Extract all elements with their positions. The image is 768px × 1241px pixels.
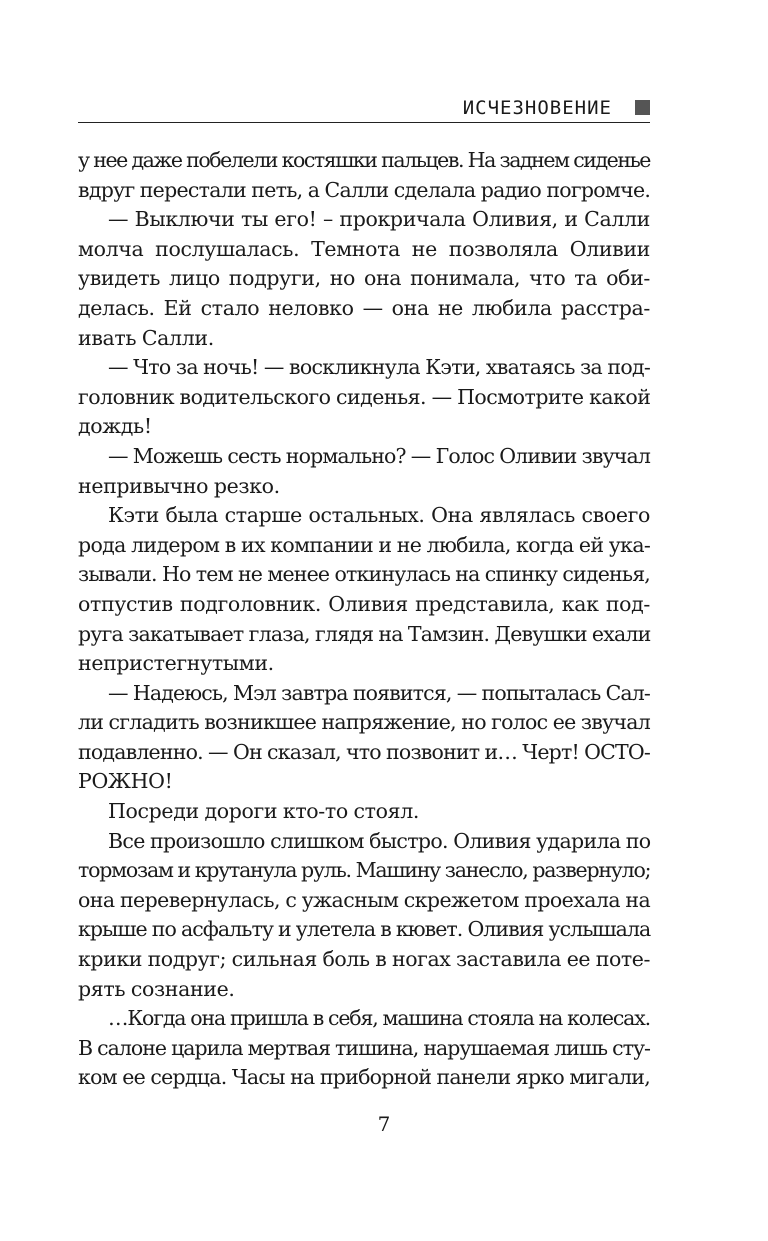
- text-line: отпустив подголовник. Оливия представила, как под-: [78, 591, 650, 616]
- text-line: РОЖНО!: [78, 769, 173, 794]
- text-line: …Когда она пришла в себя, машина стояла на колесах.: [108, 1006, 650, 1031]
- text-line: тормозам и крутанула руль. Машину занесло, развернуло;: [78, 858, 651, 883]
- text-line: крики подруг; сильная боль в ногах заставила ее поте-: [78, 947, 650, 972]
- text-line: Посреди дороги кто-то стоял.: [108, 799, 420, 824]
- text-line: ивать Салли.: [78, 325, 214, 350]
- text-line: руга закатывает глаза, глядя на Тамзин. Девушки ехали: [78, 621, 651, 646]
- text-line: ком ее сердца. Часы на приборной панели ярко мигали,: [78, 1065, 650, 1090]
- text-line: — Можешь сесть нормально? — Голос Оливии звучал: [108, 443, 650, 468]
- page-number: 7: [377, 1112, 391, 1136]
- text-line: ли сгладить возникшее напряжение, но голос ее звучал: [78, 710, 650, 735]
- text-line: дождь!: [78, 414, 152, 439]
- body-text: [78, 146, 650, 1093]
- text-line: головник водительского сиденья. — Посмотрите какой: [78, 384, 651, 409]
- text-line: молча послушалась. Темнота не позволяла Оливии: [78, 236, 650, 261]
- text-line: подавленно. — Он сказал, что позвонит и… Черт! ОСТО-: [78, 739, 650, 764]
- text-line: крыше по асфальту и улетела в кювет. Оливия услышала: [78, 917, 651, 942]
- text-line: она перевернулась, с ужасным скрежетом проехала на: [78, 887, 651, 912]
- text-line: непривычно резко.: [78, 473, 280, 498]
- text-line: непристегнутыми.: [78, 651, 274, 676]
- text-line: — Выключи ты его! – прокричала Оливия, и Салли: [108, 207, 650, 232]
- running-header-title: ИСЧЕЗНОВЕНИЕ: [462, 97, 612, 119]
- text-line: В салоне царила мертвая тишина, нарушаемая лишь сту-: [78, 1035, 650, 1060]
- text-line: рять сознание.: [78, 976, 235, 1001]
- text-line: — Что за ночь! — воскликнула Кэти, хватаясь за под-: [108, 355, 651, 380]
- text-line: делась. Ей стало неловко — она не любила расстра-: [78, 295, 650, 320]
- text-line: у нее даже побелели костяшки пальцев. На заднем сиденье: [78, 148, 650, 172]
- text-line: увидеть лицо подруги, но она понимала, что та оби-: [78, 266, 650, 291]
- text-line: — Надеюсь, Мэл завтра появится, — попыталась Сал-: [108, 680, 650, 705]
- text-line: рода лидером в их компании и не любила, когда ей ука-: [78, 532, 651, 557]
- running-header: [78, 96, 650, 123]
- text-line: вдруг перестали петь, а Салли сделала радио погромче.: [78, 177, 651, 202]
- text-line: Все произошло слишком быстро. Оливия ударила по: [108, 828, 651, 853]
- text-line: Кэти была старше остальных. Она являлась своего: [108, 503, 650, 528]
- text-line: зывали. Но тем не менее откинулась на спинку сиденья,: [78, 562, 650, 587]
- header-square-icon: [635, 100, 650, 115]
